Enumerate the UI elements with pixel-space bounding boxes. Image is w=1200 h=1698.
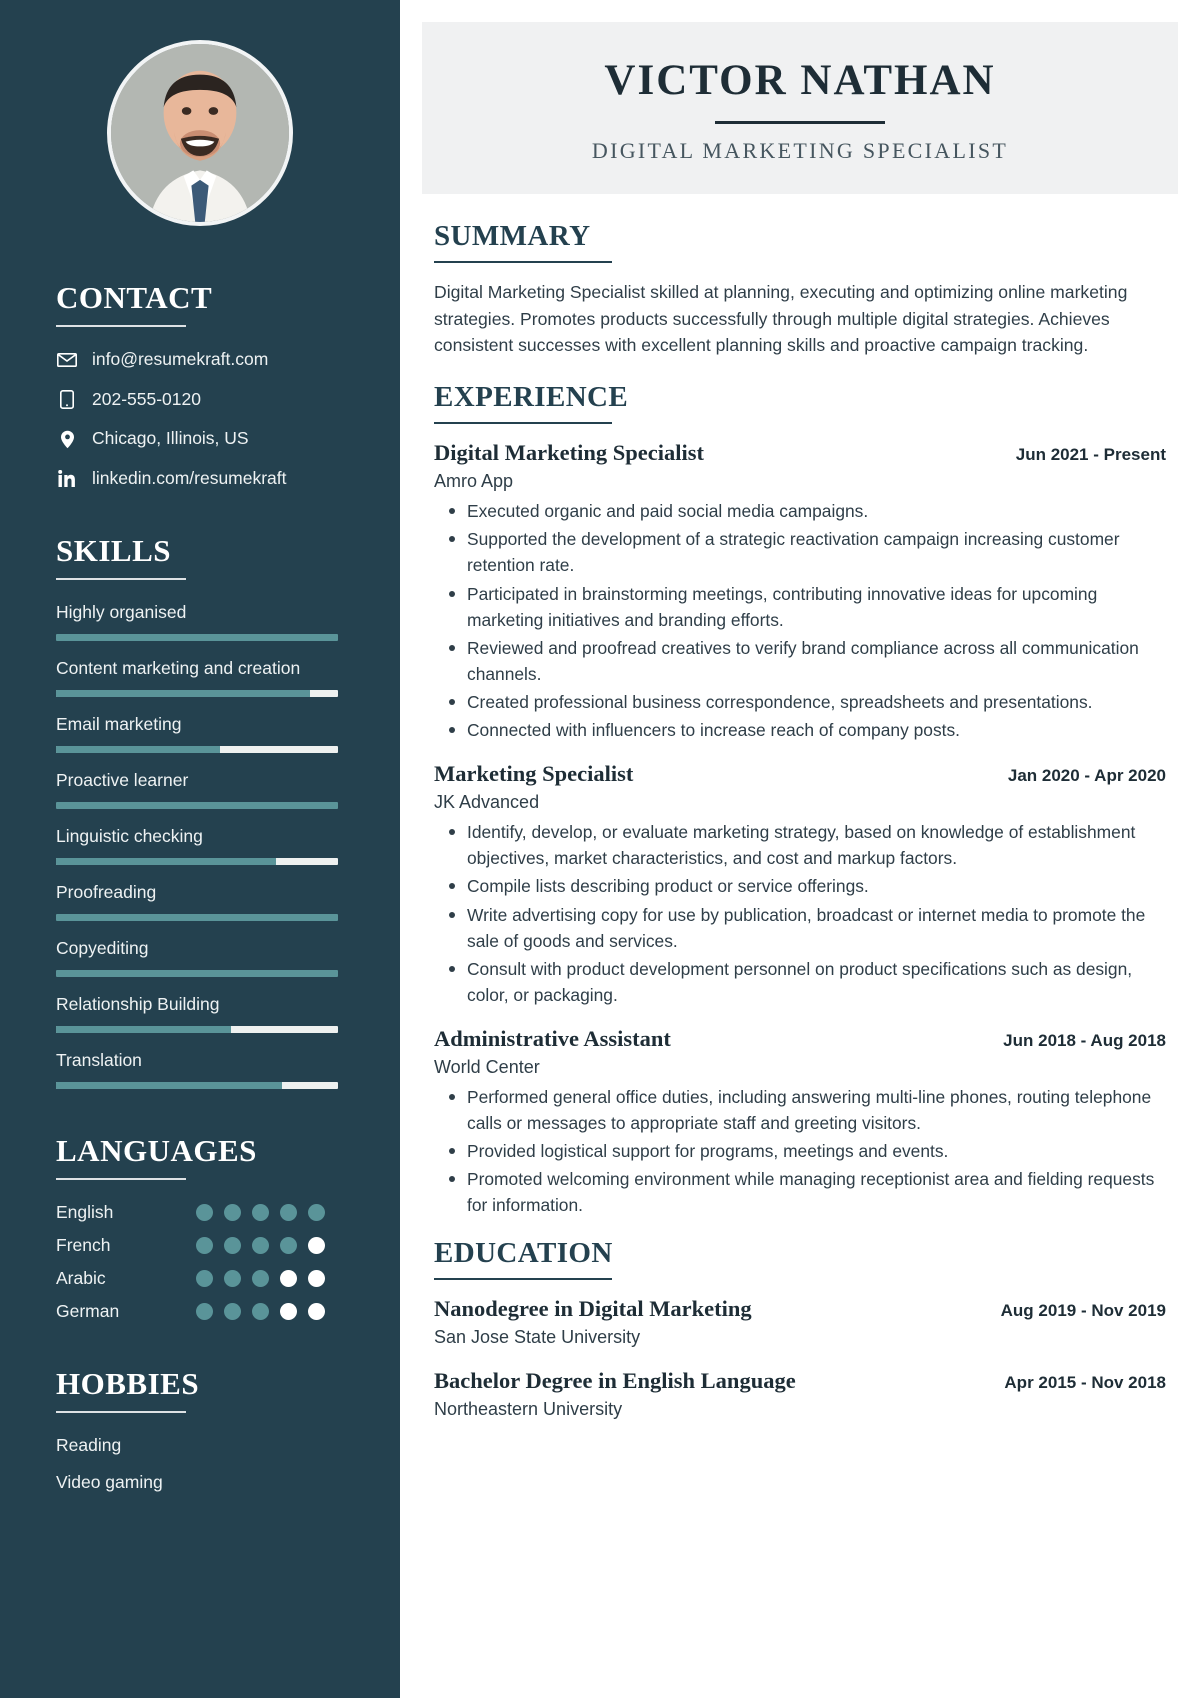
linkedin-icon bbox=[56, 468, 78, 490]
experience-date-range: Jan 2020 - Apr 2020 bbox=[1007, 766, 1166, 786]
experience-bullet-list bbox=[434, 498, 1166, 743]
skill-item bbox=[56, 938, 344, 977]
rating-dot bbox=[280, 1303, 297, 1320]
education-divider bbox=[434, 1278, 612, 1280]
summary-heading: SUMMARY bbox=[434, 220, 591, 252]
name-banner bbox=[422, 22, 1178, 194]
experience-bullet: Created professional business correspondence, spreadsheets and presentations. bbox=[434, 689, 1166, 715]
skill-item bbox=[56, 658, 344, 697]
location-pin-icon bbox=[56, 428, 78, 450]
rating-dot bbox=[224, 1237, 241, 1254]
skill-item bbox=[56, 1050, 344, 1089]
experience-date-range: Jun 2021 - Present bbox=[1015, 445, 1166, 465]
experience-bullet: Identify, develop, or evaluate marketing strategy, based on knowledge of establishment objectives, market characteristics, and cost and markup factors. bbox=[434, 819, 1166, 871]
skill-item bbox=[56, 826, 344, 865]
experience-company: World Center bbox=[434, 1056, 540, 1077]
language-item bbox=[56, 1268, 344, 1289]
rating-dot bbox=[196, 1237, 213, 1254]
skill-label: Proofreading bbox=[56, 882, 157, 903]
languages-section bbox=[0, 1133, 400, 1322]
rating-dot bbox=[252, 1237, 269, 1254]
rating-dot bbox=[308, 1237, 325, 1254]
language-rating bbox=[196, 1204, 325, 1221]
name-divider bbox=[715, 121, 885, 124]
education-heading: EDUCATION bbox=[434, 1236, 613, 1269]
contact-linkedin-value: linkedin.com/resumekraft bbox=[92, 468, 287, 489]
education-date-range: Aug 2019 - Nov 2019 bbox=[1000, 1300, 1166, 1320]
skill-item bbox=[56, 770, 344, 809]
skill-bar bbox=[56, 802, 338, 809]
contact-item-email[interactable] bbox=[56, 349, 344, 371]
experience-item-header bbox=[434, 440, 1166, 466]
language-rating bbox=[196, 1237, 325, 1254]
experience-job-title: Administrative Assistant bbox=[434, 1025, 671, 1051]
rating-dot bbox=[196, 1303, 213, 1320]
language-label: Arabic bbox=[56, 1268, 106, 1289]
experience-bullet: Executed organic and paid social media campaigns. bbox=[434, 498, 1166, 524]
skill-label: Linguistic checking bbox=[56, 826, 203, 847]
languages-divider bbox=[56, 1178, 186, 1180]
summary-section bbox=[434, 220, 1166, 359]
experience-bullet: Reviewed and proofread creatives to verify brand compliance across all communication channels. bbox=[434, 635, 1166, 687]
experience-job-title: Digital Marketing Specialist bbox=[434, 440, 704, 466]
experience-item bbox=[434, 440, 1166, 743]
education-item bbox=[434, 1296, 1166, 1348]
main-content bbox=[400, 0, 1200, 1698]
education-degree-title: Nanodegree in Digital Marketing bbox=[434, 1295, 752, 1321]
rating-dot bbox=[280, 1204, 297, 1221]
experience-bullet: Connected with influencers to increase reach of company posts. bbox=[434, 717, 1166, 743]
experience-item bbox=[434, 1026, 1166, 1219]
skill-label: Highly organised bbox=[56, 602, 187, 623]
experience-date-range: Jun 2018 - Aug 2018 bbox=[1003, 1030, 1166, 1050]
contact-divider bbox=[56, 325, 186, 327]
skill-item bbox=[56, 602, 344, 641]
hobby-item: Reading bbox=[56, 1435, 122, 1456]
experience-item-header bbox=[434, 761, 1166, 787]
language-item bbox=[56, 1301, 344, 1322]
experience-bullet: Supported the development of a strategic reactivation campaign increasing customer retention rate. bbox=[434, 526, 1166, 578]
language-item bbox=[56, 1202, 344, 1223]
education-list bbox=[434, 1296, 1166, 1420]
envelope-icon bbox=[56, 349, 78, 371]
skill-bar bbox=[56, 690, 338, 697]
experience-bullet: Write advertising copy for use by publication, broadcast or internet media to promote the sale of goods and services. bbox=[434, 902, 1166, 954]
skill-bar bbox=[56, 1026, 338, 1033]
experience-bullet: Provided logistical support for programs, meetings and events. bbox=[434, 1138, 1166, 1164]
skills-heading: SKILLS bbox=[56, 533, 172, 569]
experience-company: Amro App bbox=[434, 471, 514, 492]
contact-heading: CONTACT bbox=[56, 280, 213, 315]
sidebar bbox=[0, 0, 400, 1698]
education-degree-title: Bachelor Degree in English Language bbox=[434, 1367, 796, 1393]
hobby-item: Video gaming bbox=[56, 1472, 163, 1493]
experience-bullet: Participated in brainstorming meetings, contributing innovative ideas for upcoming marketing initiatives and branding efforts. bbox=[434, 581, 1166, 633]
experience-bullet: Consult with product development personnel on product specifications such as design, color, or packaging. bbox=[434, 956, 1166, 1008]
skill-label: Relationship Building bbox=[56, 994, 220, 1015]
rating-dot bbox=[308, 1303, 325, 1320]
languages-heading: LANGUAGES bbox=[56, 1133, 257, 1169]
hobbies-heading: HOBBIES bbox=[56, 1366, 200, 1402]
rating-dot bbox=[252, 1204, 269, 1221]
rating-dot bbox=[308, 1204, 325, 1221]
avatar bbox=[107, 40, 293, 226]
hobbies-list bbox=[56, 1435, 344, 1493]
experience-section bbox=[434, 381, 1166, 1218]
rating-dot bbox=[252, 1303, 269, 1320]
experience-bullet: Promoted welcoming environment while managing receptionist area and fielding requests for information. bbox=[434, 1166, 1166, 1218]
skill-bar bbox=[56, 914, 338, 921]
skill-item bbox=[56, 994, 344, 1033]
education-school: Northeastern University bbox=[434, 1398, 623, 1419]
education-school: San Jose State University bbox=[434, 1326, 641, 1347]
phone-icon bbox=[56, 389, 78, 411]
skill-item bbox=[56, 714, 344, 753]
language-label: English bbox=[56, 1202, 114, 1223]
education-item bbox=[434, 1368, 1166, 1420]
rating-dot bbox=[196, 1270, 213, 1287]
contact-email-value: info@resumekraft.com bbox=[92, 349, 269, 370]
rating-dot bbox=[252, 1270, 269, 1287]
hobbies-divider bbox=[56, 1411, 186, 1413]
skills-section bbox=[0, 533, 400, 1089]
language-label: German bbox=[56, 1301, 120, 1322]
job-role-subtitle: DIGITAL MARKETING SPECIALIST bbox=[591, 138, 1009, 163]
skills-list bbox=[56, 602, 344, 1089]
skill-label: Proactive learner bbox=[56, 770, 189, 791]
language-item bbox=[56, 1235, 344, 1256]
contact-item-location[interactable] bbox=[56, 428, 344, 450]
contact-phone-value: 202-555-0120 bbox=[92, 388, 201, 409]
skill-bar bbox=[56, 970, 338, 977]
education-date-range: Apr 2015 - Nov 2018 bbox=[1004, 1372, 1166, 1392]
page-title: VICTOR NATHAN bbox=[604, 57, 996, 104]
rating-dot bbox=[280, 1270, 297, 1287]
rating-dot bbox=[280, 1237, 297, 1254]
experience-heading: EXPERIENCE bbox=[434, 381, 629, 414]
education-item-header bbox=[434, 1368, 1166, 1394]
skills-divider bbox=[56, 578, 186, 580]
contact-section bbox=[0, 280, 400, 489]
experience-bullet-list bbox=[434, 819, 1166, 1008]
rating-dot bbox=[224, 1204, 241, 1221]
experience-job-title: Marketing Specialist bbox=[434, 761, 634, 787]
skill-label: Email marketing bbox=[56, 714, 182, 735]
experience-divider bbox=[434, 422, 612, 424]
education-item-header bbox=[434, 1296, 1166, 1322]
rating-dot bbox=[224, 1303, 241, 1320]
skill-label: Copyediting bbox=[56, 938, 149, 959]
hobbies-section bbox=[0, 1366, 400, 1493]
contact-item-linkedin[interactable] bbox=[56, 468, 344, 490]
contact-item-phone[interactable] bbox=[56, 389, 344, 411]
rating-dot bbox=[308, 1270, 325, 1287]
summary-text: Digital Marketing Specialist skilled at planning, executing and optimizing online marketing strategies. Promotes products successfully through multiple digital strategies. Achieves consistent successes with excellent planning skills and proactive campaign tracking. bbox=[434, 282, 1128, 356]
language-rating bbox=[196, 1303, 325, 1320]
summary-divider bbox=[434, 261, 612, 263]
avatar-container bbox=[0, 40, 400, 226]
skill-label: Content marketing and creation bbox=[56, 658, 301, 679]
experience-bullet-list bbox=[434, 1084, 1166, 1219]
languages-list bbox=[56, 1202, 344, 1322]
skill-item bbox=[56, 882, 344, 921]
skill-bar bbox=[56, 746, 338, 753]
rating-dot bbox=[224, 1270, 241, 1287]
experience-bullet: Performed general office duties, including answering multi-line phones, routing telephone calls or messages to appropriate staff and greeting visitors. bbox=[434, 1084, 1166, 1136]
experience-item-header bbox=[434, 1026, 1166, 1052]
skill-bar bbox=[56, 634, 338, 641]
contact-location-value: Chicago, Illinois, US bbox=[92, 428, 249, 449]
experience-item bbox=[434, 761, 1166, 1008]
skill-bar bbox=[56, 858, 338, 865]
portrait-illustration bbox=[111, 44, 289, 222]
rating-dot bbox=[196, 1204, 213, 1221]
language-label: French bbox=[56, 1235, 111, 1256]
skill-bar bbox=[56, 1082, 338, 1089]
experience-bullet: Compile lists describing product or service offerings. bbox=[434, 873, 1166, 899]
skill-label: Translation bbox=[56, 1050, 142, 1071]
experience-company: JK Advanced bbox=[434, 792, 540, 813]
education-section bbox=[434, 1237, 1166, 1420]
experience-list bbox=[434, 440, 1166, 1218]
language-rating bbox=[196, 1270, 325, 1287]
